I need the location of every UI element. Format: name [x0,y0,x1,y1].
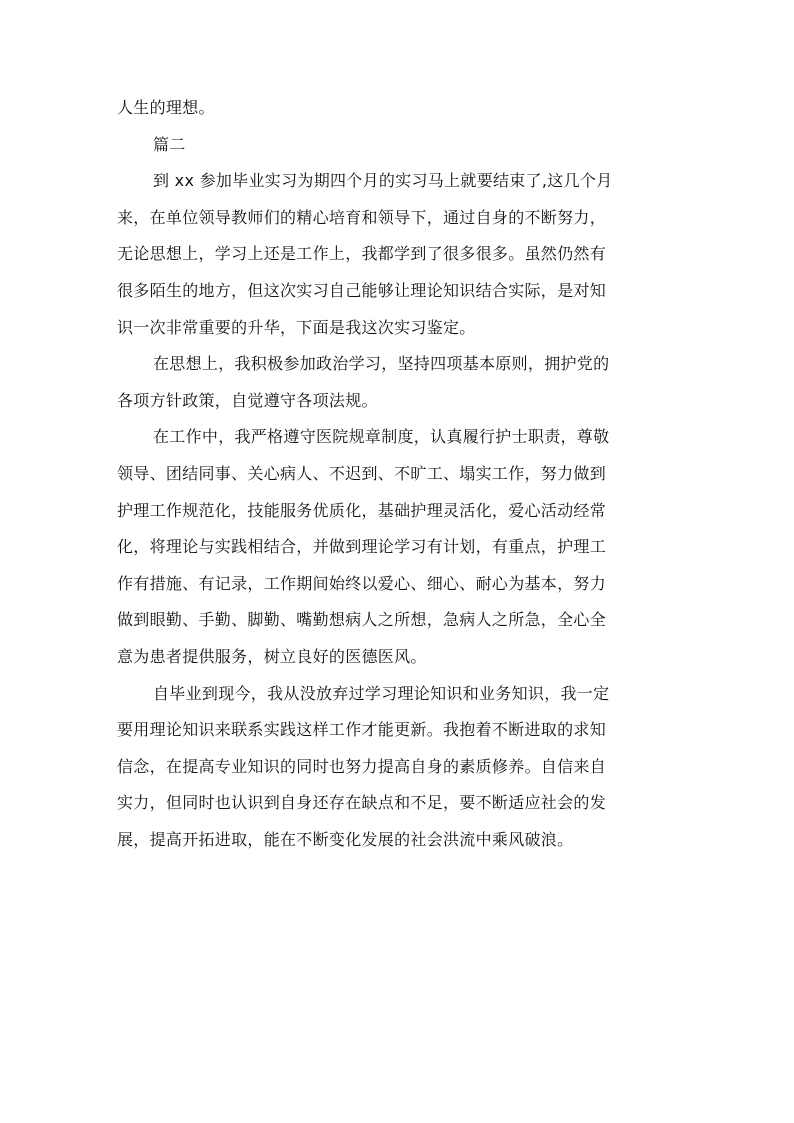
text-line: 来，在单位领导教师们的精心培育和领导下，通过自身的不断努力， [117,207,607,227]
text-line: 要用理论知识来联系实践这样工作才能更新。我抱着不断进取的求知 [117,720,607,740]
text-line: 在思想上，我积极参加政治学习，坚持四项基本原则，拥护党的 [153,354,610,374]
text-line: 信念，在提高专业知识的同时也努力提高自身的素质修养。自信来自 [117,756,607,776]
text-line: 化，将理论与实践相结合，并做到理论学习有计划，有重点，护理工 [117,537,607,557]
text-line: 识一次非常重要的升华，下面是我这次实习鉴定。 [117,317,476,337]
text-line: 展，提高开拓进取，能在不断变化发展的社会洪流中乘风破浪。 [117,829,574,849]
text-line: 在工作中，我严格遵守医院规章制度，认真履行护士职责，尊敬 [153,427,610,447]
text-line: 意为患者提供服务，树立良好的医德医风。 [117,646,427,666]
text-line: 很多陌生的地方，但这次实习自己能够让理论知识结合实际，是对知 [117,280,607,300]
text-line: 到 xx 参加毕业实习为期四个月的实习马上就要结束了,这几个月 [153,171,613,191]
text-line: 作有措施、有记录，工作期间始终以爱心、细心、耐心为基本，努力 [117,573,607,593]
text-line: 人生的理想。 [117,98,215,117]
text-line: 护理工作规范化，技能服务优质化，基础护理灵活化，爱心活动经常 [117,500,607,520]
text-line: 做到眼勤、手勤、脚勤、嘴勤想病人之所想，急病人之所急，全心全 [117,610,607,630]
text-line: 实力，但同时也认识到自身还存在缺点和不足，要不断适应社会的发 [117,793,607,813]
section-heading: 篇二 [153,134,186,154]
text-line: 无论思想上，学习上还是工作上，我都学到了很多很多。虽然仍然有 [117,244,607,264]
document-body [117,90,679,858]
text-line: 自毕业到现今，我从没放弃过学习理论知识和业务知识，我一定 [153,683,610,703]
text-line: 各项方针政策，自觉遵守各项法规。 [117,390,378,410]
text-line: 领导、团结同事、关心病人、不迟到、不旷工、塌实工作，努力做到 [117,463,607,483]
